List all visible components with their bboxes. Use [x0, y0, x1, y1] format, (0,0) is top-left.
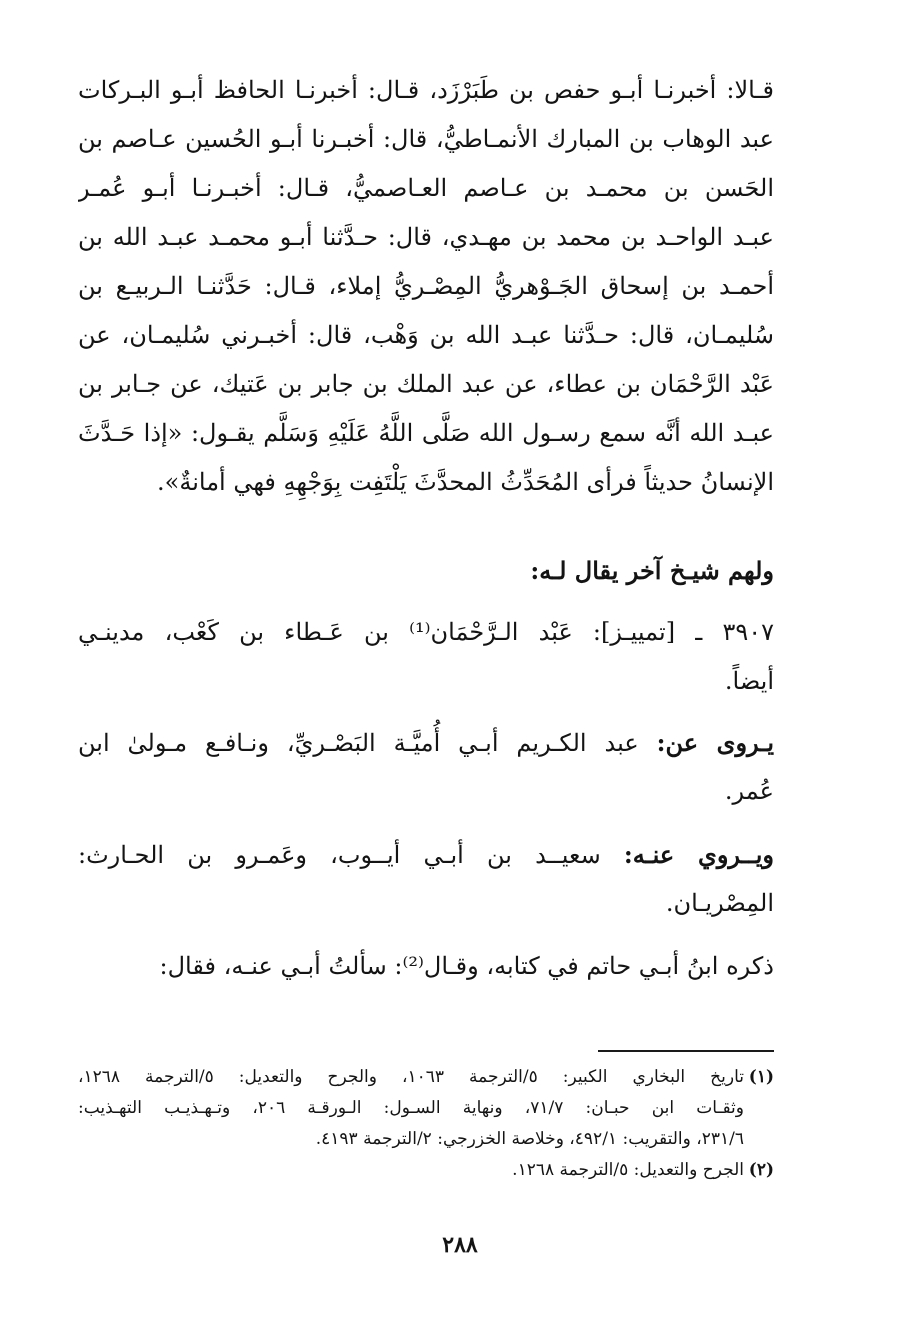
footnote-text: تاريخ البخاري الكبير: ٥/الترجمة ١٠٦٣، والجرح والتعديل: ٥/الترجمة ١٢٦٨،	[78, 1067, 744, 1087]
text-line: عبد الوهاب بن المبارك الأنمـاطيُّ، قال: أخبـرنا أبـو الحُسين عـاصم بن	[78, 125, 774, 153]
footnote-line: ٢٣١/٦، والتقريب: ٤٩٢/١، وخلاصة الخزرجي: ٢/الترجمة ٤١٩٣.	[315, 1129, 744, 1149]
entry-line: أيضاً.	[724, 667, 774, 695]
text-line: المِصْريـان.	[665, 889, 774, 917]
isnad-paragraph	[78, 66, 774, 507]
section-heading: ولهم شيـخ آخر يقال لـه:	[530, 556, 774, 585]
text-line: قـالا: أخبرنـا أبـو حفص بن طَبَرْزَد، قـال: أخبرنـا الحافظ أبـو البـركات	[78, 76, 774, 104]
footnote-line: وثقـات ابن حبـان: ٧١/٧، ونهاية السـول: الـورقـة ٢٠٦، وتـهـذيـب التهـذيب:	[78, 1098, 744, 1118]
text-line: سُليمـان، قال: حـدَّثنا عبـد الله بن وَهْب، قال: أخبـرني سُليمـان، عن	[78, 321, 774, 349]
text-line: عُمر.	[724, 777, 774, 805]
narrates-from-paragraph	[78, 718, 774, 816]
footnote-number: (١)	[748, 1067, 774, 1087]
text-line: ذكره ابنُ أبـي حاتم في كتابه، وقـال⁽²⁾: سألتُ أبـي عنـه، فقال:	[159, 952, 774, 980]
footnote-1	[78, 1062, 774, 1093]
mention-paragraph	[78, 942, 774, 991]
narrates-from-label: يـروى عن:	[656, 728, 774, 757]
footnote-2	[78, 1155, 774, 1186]
page-number: ٢٨٨	[442, 1232, 478, 1258]
text-line: أحمـد بن إسحاق الجَـوْهريُّ المِصْـريُّ إملاء، قـال: حَدَّثنـا الـربيـع بن	[78, 272, 774, 300]
text-line: عَبْد الرَّحْمَان بن عطاء، عن عبد الملك بن جابر بن عَتيك، عن جـابر بن	[78, 370, 774, 398]
narrates-from-line	[78, 718, 774, 767]
biography-entry	[78, 608, 774, 706]
entry-title-line: ٣٩٠٧ ـ [تمييـز]: عَبْد الـرَّحْمَان⁽¹⁾ بن عَـطاء بن كَعْب، مدينـي	[78, 618, 774, 646]
narrated-by-paragraph	[78, 830, 774, 928]
section-heading-block	[78, 546, 774, 595]
footnote-separator	[598, 1050, 774, 1052]
narrated-by-line	[78, 830, 774, 879]
text-line: عبـد الواحـد بن محمد بن مهـدي، قال: حـدَّثنا أبـو محمـد عبـد الله بن	[78, 223, 774, 251]
narrated-by-label: ويــروي عنـه:	[623, 840, 774, 869]
text-line: عبـد الله أنَّه سمع رسـول الله صَلَّى اللَّهُ عَلَيْهِ وَسَلَّم يقـول: «إذا حَـدَّثَ	[78, 419, 774, 447]
text-line: الحَسن بن محمـد بن عـاصم العـاصميُّ، قـال: أخبـرنـا أبـو عُمـر	[78, 174, 774, 202]
footnote-text: الجرح والتعديل: ٥/الترجمة ١٢٦٨.	[512, 1160, 744, 1180]
narrates-from-text: عبد الكـريم أبـي أُميَّـة البَصْـريِّ، ونـافـع مـولىٰ ابن	[78, 729, 639, 757]
text-line: الإنسانُ حديثاً فرأى المُحَدِّثُ المحدَّثَ يَلْتَفِت بِوَجْهِهِ فهي أمانةٌ».	[157, 468, 774, 496]
narrated-by-text: سعيــد بن أبـي أيــوب، وعَمـرو بن الحـارث:	[78, 841, 601, 869]
footnotes	[78, 1062, 774, 1186]
footnote-number: (٢)	[748, 1160, 774, 1180]
